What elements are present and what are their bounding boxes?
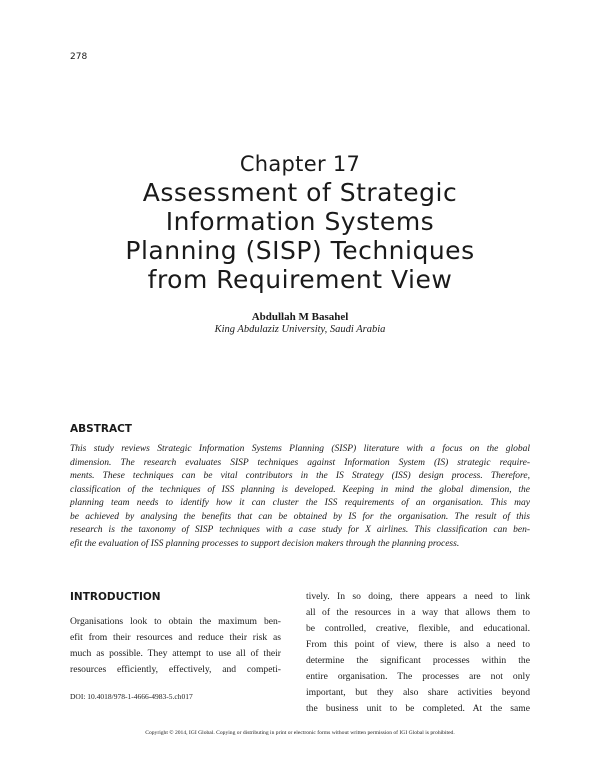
abstract-line: dimension. The research evaluates SISP techniques against Information System (IS) strategic require- bbox=[70, 457, 530, 468]
body-line: much as possible. They attempt to use all of their bbox=[70, 648, 281, 659]
body-line: be controlled, creative, flexible, and educational. bbox=[306, 623, 530, 634]
body-line: From this point of view, there is also a need to bbox=[306, 639, 530, 650]
title-line: Information Systems bbox=[165, 207, 435, 236]
page-number: 278 bbox=[70, 52, 88, 62]
title-line: Assessment of Strategic bbox=[142, 178, 458, 207]
author-affiliation: King Abdulaziz University, Saudi Arabia bbox=[214, 324, 386, 335]
body-line: entire organisation. The processes are not only bbox=[306, 671, 530, 682]
body-line: important, but they also share activities beyond bbox=[306, 687, 530, 698]
copyright-notice: Copyright © 2014, IGI Global. Copying or distributing in print or electronic forms without written permission of IGI Global is prohibited. bbox=[145, 730, 455, 736]
doi-footnote: DOI: 10.4018/978-1-4666-4983-5.ch017 bbox=[70, 692, 193, 701]
body-line: Organisations look to obtain the maximum ben- bbox=[70, 616, 281, 627]
abstract-line: planning team needs to identify how it can cluster the ISS requirements of an organisation. This may bbox=[70, 498, 530, 508]
body-line: determine the significant processes within the bbox=[306, 655, 530, 666]
body-line: efit from their resources and reduce their risk as bbox=[70, 632, 281, 643]
abstract-line: efit the evaluation of ISS planning processes to support decision makers through the planning process. bbox=[70, 538, 460, 549]
chapter-title bbox=[60, 178, 540, 294]
introduction-right-column bbox=[306, 589, 530, 717]
author-name: Abdullah M Basahel bbox=[251, 311, 349, 323]
abstract-line: classification of the techniques of ISS planning is developed. Keeping in mind the global dimension, the bbox=[70, 484, 530, 495]
chapter-label: Chapter 17 bbox=[239, 152, 361, 176]
abstract-line: research is the taxonomy of SISP techniques with a case study for X airlines. This classification can ben- bbox=[70, 525, 530, 535]
abstract-heading: ABSTRACT bbox=[70, 423, 132, 435]
abstract-line: ments. These techniques can be vital contributors in the IS Strategy (ISS) design process. Therefore, bbox=[70, 471, 530, 481]
body-line: tively. In so doing, there appears a need to link bbox=[306, 591, 530, 602]
abstract-line: be achieved by analysing the benefits that can be obtained by IS for the organisation. The result of this bbox=[70, 511, 530, 522]
body-line: resources efficiently, effectively, and competi- bbox=[70, 664, 281, 675]
body-line: all of the resources in a way that allows them to bbox=[306, 607, 530, 618]
title-line: from Requirement View bbox=[147, 265, 453, 294]
introduction-heading: INTRODUCTION bbox=[70, 591, 161, 603]
abstract-line: This study reviews Strategic Information Systems Planning (SISP) literature with a focus on the global bbox=[70, 444, 530, 454]
body-line: the business unit to be completed. At the same bbox=[306, 703, 530, 714]
abstract-body bbox=[70, 443, 530, 551]
title-line: Planning (SISP) Techniques bbox=[125, 236, 475, 265]
introduction-left-column bbox=[70, 614, 281, 678]
